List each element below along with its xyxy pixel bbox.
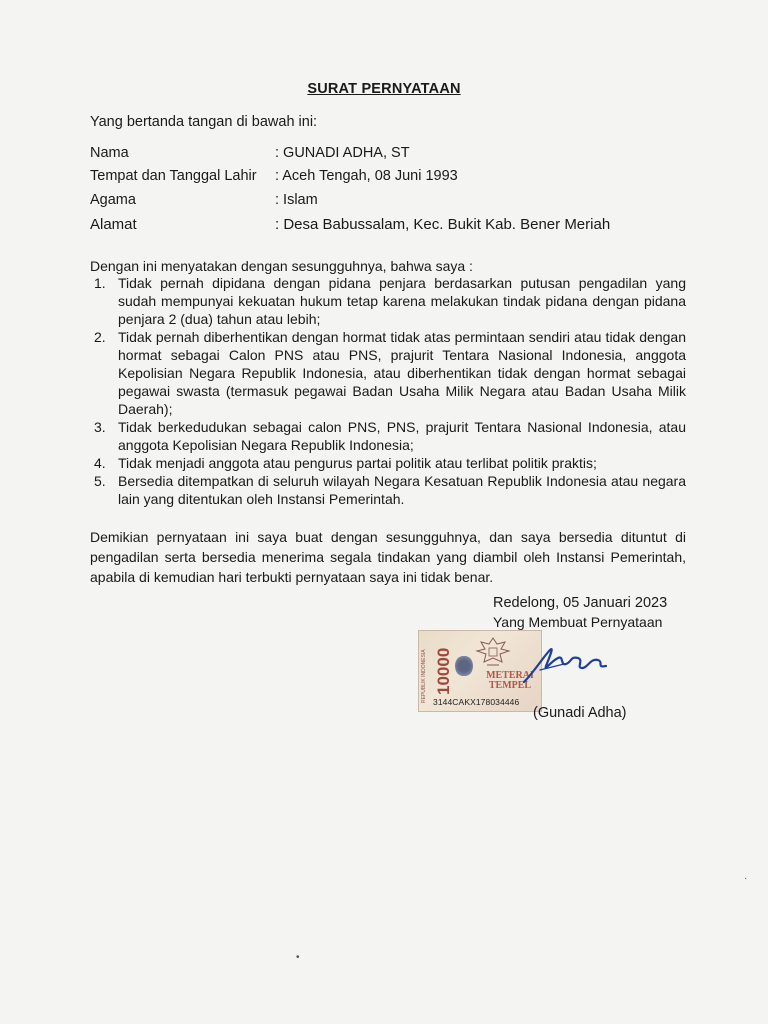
signer-role: Yang Membuat Pernyataan	[493, 614, 663, 630]
document-title: SURAT PERNYATAAN	[307, 81, 461, 97]
list-item	[90, 328, 686, 418]
signer-name: (Gunadi Adha)	[533, 705, 627, 721]
item-number: 2.	[94, 329, 106, 345]
list-item	[90, 454, 686, 472]
garuda-emblem-icon	[471, 635, 515, 671]
list-item	[90, 472, 686, 508]
field-value: : Aceh Tengah, 08 Juni 1993	[275, 168, 458, 184]
item-text: Tidak pernah dipidana dengan pidana penjara berdasarkan putusan pengadilan yang sudah mempunyai kekuatan hukum tetap karena melakukan tindak pidana dengan pidana penjara 2 (dua) tahun atau lebih;	[118, 275, 686, 327]
paper-speck: •	[296, 952, 300, 963]
statement-list	[90, 274, 686, 508]
stamp-title-line: METERAI	[486, 670, 534, 681]
closing-paragraph: Demikian pernyataan ini saya buat dengan sesungguhnya, dan saya bersedia dituntut di pengadilan serta bersedia menerima segala tindakan yang diambil oleh Instansi Pemerintah, apabila di kemudian hari terbukti pernyataan saya ini tidak benar.	[90, 529, 686, 585]
item-text: Bersedia ditempatkan di seluruh wilayah Negara Kesatuan Republik Indonesia atau negara lain yang ditentukan oleh Instansi Pemerintah.	[118, 473, 686, 507]
item-number: 4.	[94, 455, 106, 471]
list-item	[90, 274, 686, 328]
place-date: Redelong, 05 Januari 2023	[493, 595, 668, 611]
item-text: Tidak berkedudukan sebagai calon PNS, PNS, prajurit Tentara Nasional Indonesia, atau anggota Kepolisian Negara Republik Indonesia;	[118, 419, 686, 453]
field-value: : Desa Babussalam, Kec. Bukit Kab. Bener Meriah	[275, 216, 611, 233]
field-label: Tempat dan Tanggal Lahir	[90, 168, 257, 184]
intro-text: Yang bertanda tangan di bawah ini:	[90, 114, 318, 130]
paper-speck: ·	[744, 873, 748, 884]
field-label: Alamat	[90, 216, 137, 233]
declaration-intro: Dengan ini menyatakan dengan sesungguhnya, bahwa saya :	[90, 258, 473, 274]
field-label: Nama	[90, 145, 129, 161]
item-text: Tidak menjadi anggota atau pengurus partai politik atau terlibat politik praktis;	[118, 455, 597, 471]
item-text: Tidak pernah diberhentikan dengan hormat tidak atas permintaan sendiri atau tidak dengan hormat sebagai Calon PNS atau PNS, prajurit Tentara Nasional Indonesia, anggota Kepolisian Negara Republik Indonesia, atau diberhentikan tidak dengan hormat sebagai pegawai swasta (termasuk pegawai Badan Usaha Milik Negara atau Badan Usaha Milik Daerah);	[118, 329, 686, 417]
item-number: 1.	[94, 275, 106, 291]
stamp-republic-text: REPUBLIK INDONESIA	[421, 649, 427, 703]
item-number: 3.	[94, 419, 106, 435]
item-number: 5.	[94, 473, 106, 489]
field-value: : Islam	[275, 192, 318, 208]
handwritten-signature	[520, 642, 612, 690]
stamp-title-line: TEMPEL	[488, 680, 532, 691]
field-value: : GUNADI ADHA, ST	[275, 145, 410, 161]
stamp-serial: 3144CAKX178034446	[433, 697, 520, 707]
stamp-nominal: 10000	[434, 647, 453, 695]
list-item	[90, 418, 686, 454]
field-label: Agama	[90, 192, 136, 208]
